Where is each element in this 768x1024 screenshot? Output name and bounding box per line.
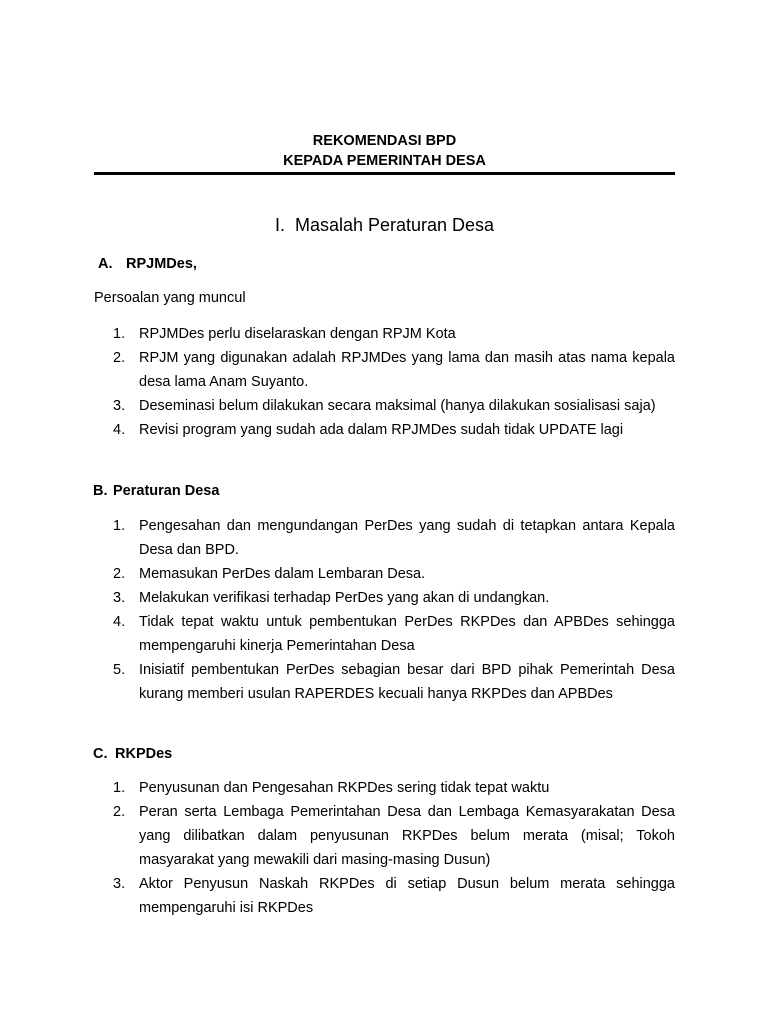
list-item	[113, 658, 675, 706]
list-item	[113, 872, 675, 920]
list-item-number: 2.	[113, 566, 126, 582]
list-item	[113, 776, 675, 800]
list-item-number: 1.	[113, 780, 126, 796]
list-item-number: 3.	[113, 398, 126, 414]
list-item-number: 4.	[113, 422, 126, 438]
list-item	[113, 394, 675, 418]
list-item-text: Revisi program yang sudah ada dalam RPJMDes sudah tidak UPDATE lagi	[139, 422, 624, 438]
subsection-a-intro: Persoalan yang muncul	[94, 290, 246, 306]
list-item	[113, 610, 675, 658]
title-divider	[94, 172, 675, 175]
list-item	[113, 322, 675, 346]
list-item-text: Penyusunan dan Pengesahan RKPDes sering tidak tepat waktu	[139, 780, 550, 796]
subsection-b-heading	[93, 481, 219, 501]
list-item-text: Tidak tepat waktu untuk pembentukan PerDes RKPDes dan APBDes sehingga mempengaruhi kinerja Pemerintahan Desa	[139, 614, 675, 654]
subsection-c-list	[113, 776, 675, 920]
subsection-a-letter: A.	[98, 256, 113, 272]
list-item	[113, 800, 675, 872]
list-item-text: Deseminasi belum dilakukan secara maksimal (hanya dilakukan sosialisasi saja)	[139, 398, 656, 414]
list-item-text: Memasukan PerDes dalam Lembaran Desa.	[139, 566, 426, 582]
list-item-number: 1.	[113, 326, 126, 342]
list-item-text: Peran serta Lembaga Pemerintahan Desa dan Lembaga Kemasyarakatan Desa yang dilibatkan dalam penyusunan RKPDes belum merata (misal; Tokoh masyarakat yang mewakili dari masing-masing Dusun)	[139, 804, 675, 868]
list-item-number: 2.	[113, 804, 126, 820]
section-title: Masalah Peraturan Desa	[294, 215, 495, 235]
subsection-b-list	[113, 514, 675, 706]
list-item-number: 3.	[113, 876, 126, 892]
section-number: I.	[274, 215, 285, 235]
list-item-text: Melakukan verifikasi terhadap PerDes yang akan di undangkan.	[139, 590, 550, 606]
list-item	[113, 346, 675, 394]
subsection-a-title: RPJMDes,	[126, 256, 197, 272]
list-item-text: RPJM yang digunakan adalah RPJMDes yang lama dan masih atas nama kepala desa lama Anam Suyanto.	[139, 350, 675, 390]
document-title-line2: KEPADA PEMERINTAH DESA	[283, 153, 486, 169]
subsection-c-heading	[93, 744, 172, 764]
subsection-b-title: Peraturan Desa	[113, 483, 220, 499]
list-item-number: 2.	[113, 350, 126, 366]
list-item	[113, 418, 675, 442]
document-title-line1: REKOMENDASI BPD	[312, 133, 457, 149]
list-item	[113, 562, 675, 586]
list-item-text: Pengesahan dan mengundangan PerDes yang sudah di tetapkan antara Kepala Desa dan BPD.	[139, 518, 675, 558]
list-item-text: RPJMDes perlu diselaraskan dengan RPJM Kota	[139, 326, 456, 342]
subsection-b-letter: B.	[93, 483, 108, 499]
list-item	[113, 586, 675, 610]
list-item	[113, 514, 675, 562]
subsection-c-title: RKPDes	[115, 746, 173, 762]
list-item-text: Aktor Penyusun Naskah RKPDes di setiap Dusun belum merata sehingga mempengaruhi isi RKPDes	[139, 876, 675, 916]
list-item-number: 1.	[113, 518, 126, 534]
subsection-a-heading	[98, 254, 197, 274]
section-heading	[94, 213, 675, 237]
list-item-text: Inisiatif pembentukan PerDes sebagian besar dari BPD pihak Pemerintah Desa kurang memberi usulan RAPERDES kecuali hanya RKPDes dan APBDes	[139, 662, 675, 702]
list-item-number: 3.	[113, 590, 126, 606]
list-item-number: 4.	[113, 614, 126, 630]
subsection-a-list	[113, 322, 675, 442]
list-item-number: 5.	[113, 662, 126, 678]
subsection-c-letter: C.	[93, 746, 108, 762]
